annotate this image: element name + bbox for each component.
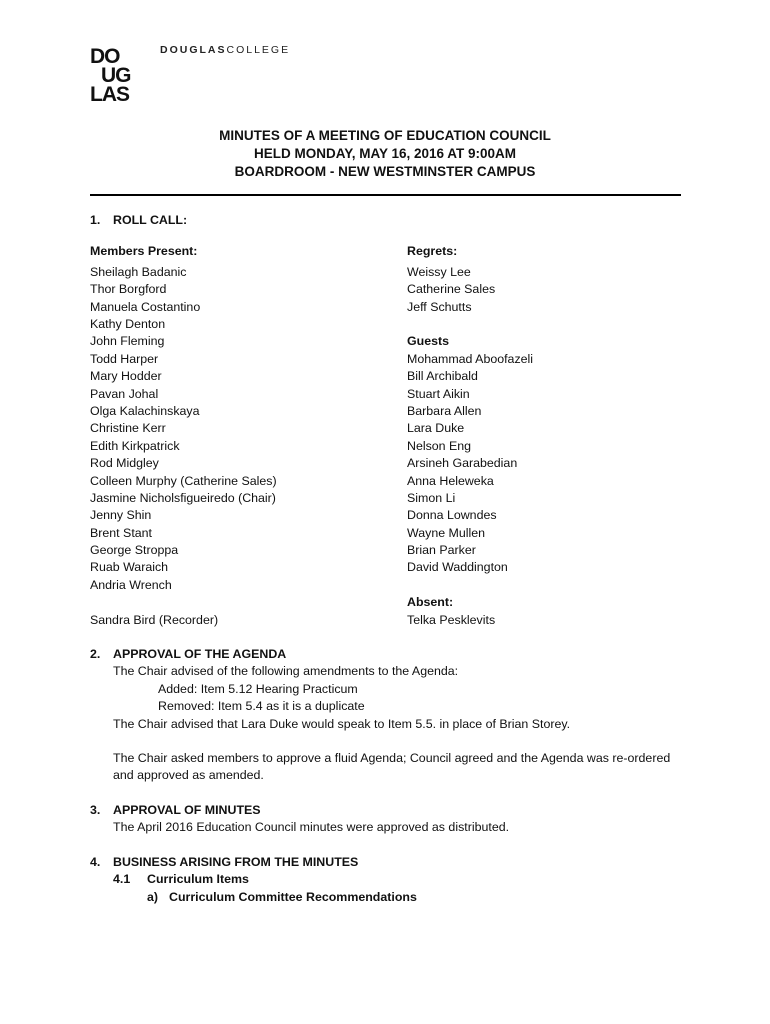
member-name: Colleen Murphy (Catherine Sales) [90, 473, 277, 488]
regret-name: Jeff Schutts [407, 299, 472, 314]
title-divider [90, 194, 681, 196]
member-name: Brent Stant [90, 525, 152, 540]
agenda-text-3a: The Chair asked members to approve a fluid Agenda; Council agreed and the Agenda was re-ordered [113, 751, 671, 766]
guest-name: Lara Duke [407, 421, 465, 436]
section-title: BUSINESS ARISING FROM THE MINUTES [113, 854, 359, 869]
member-name: Jasmine Nicholsfigueiredo (Chair) [90, 490, 276, 505]
college-wordmark [160, 44, 290, 56]
guest-name: Barbara Allen [407, 403, 482, 418]
wordmark-bold: DOUGLAS [160, 44, 227, 56]
subsection-curriculum-items [90, 871, 680, 888]
member-name: Mary Hodder [90, 369, 162, 384]
guest-name: Nelson Eng [407, 438, 472, 453]
member-name: Edith Kirkpatrick [90, 438, 180, 453]
guest-name: Anna Heleweka [407, 473, 494, 488]
member-name: Thor Borgford [90, 282, 167, 297]
members-present-heading: Members Present: [90, 244, 198, 259]
section-roll-call-heading [90, 212, 680, 229]
absent-heading: Absent: [407, 595, 454, 610]
section-business-heading [90, 854, 680, 871]
member-name: Olga Kalachinskaya [90, 403, 200, 418]
regrets-list [407, 264, 677, 316]
section-title: APPROVAL OF MINUTES [113, 802, 261, 817]
agenda-text-3b: and approved as amended. [113, 768, 264, 783]
member-name: Sheilagh Badanic [90, 264, 187, 279]
guests-heading: Guests [407, 334, 450, 349]
guest-name: Arsineh Garabedian [407, 456, 518, 471]
minutes-title [90, 127, 680, 181]
svg-text:UG: UG [101, 64, 131, 87]
member-name: Christine Kerr [90, 421, 166, 436]
section-number: 3. [90, 802, 101, 817]
regret-name: Catherine Sales [407, 282, 496, 297]
member-name: John Fleming [90, 334, 165, 349]
recorder-name: Sandra Bird (Recorder) [90, 612, 219, 627]
section-title: ROLL CALL: [113, 213, 188, 227]
guest-name: Mohammad Aboofazeli [407, 351, 534, 366]
guest-name: David Waddington [407, 560, 508, 575]
member-name: Todd Harper [90, 351, 159, 366]
section-number: 4. [90, 854, 101, 869]
agenda-text-2: The Chair advised that Lara Duke would speak to Item 5.5. in place of Brian Storey. [113, 716, 571, 731]
member-name: Kathy Denton [90, 316, 166, 331]
college-logo-mark [90, 44, 160, 104]
svg-text:DO: DO [90, 45, 120, 68]
member-name: Manuela Costantino [90, 299, 201, 314]
section-title: APPROVAL OF THE AGENDA [113, 647, 287, 662]
member-name: Andria Wrench [90, 577, 172, 592]
douglas-logo-icon [90, 44, 150, 102]
member-name: Ruab Waraich [90, 560, 169, 575]
section-number: 1. [90, 213, 101, 227]
roll-call-columns [90, 243, 680, 629]
guests-list [407, 351, 677, 577]
svg-text:LAS: LAS [90, 83, 129, 102]
wordmark-light: COLLEGE [226, 44, 291, 56]
section-number: 2. [90, 647, 101, 662]
agenda-removed: Removed: Item 5.4 as it is a duplicate [158, 699, 365, 714]
minutes-body [90, 212, 680, 906]
member-name: George Stroppa [90, 543, 179, 558]
subsection-title: Curriculum Items [147, 872, 249, 887]
regret-name: Weissy Lee [407, 264, 471, 279]
guest-name: Bill Archibald [407, 369, 478, 384]
title-line-3: BOARDROOM - NEW WESTMINSTER CAMPUS [234, 164, 536, 179]
member-name: Jenny Shin [90, 508, 152, 523]
title-line-1: MINUTES OF A MEETING OF EDUCATION COUNCIL [219, 128, 551, 143]
agenda-text-1: The Chair advised of the following amendments to the Agenda: [113, 664, 459, 679]
minutes-approval-text: The April 2016 Education Council minutes were approved as distributed. [113, 820, 510, 835]
member-name: Pavan Johal [90, 386, 159, 401]
subsection-number: 4.1 [113, 872, 131, 887]
guest-name: Simon Li [407, 490, 456, 505]
members-column [90, 243, 407, 629]
members-list [90, 264, 407, 594]
guest-name: Brian Parker [407, 543, 476, 558]
subsubsection-title: Curriculum Committee Recommendations [169, 889, 417, 904]
subsubsection-number: a) [147, 889, 159, 904]
member-name: Rod Midgley [90, 456, 159, 471]
guest-name: Wayne Mullen [407, 525, 486, 540]
section-minutes-heading [90, 802, 680, 819]
guest-name: Donna Lowndes [407, 508, 497, 523]
section-agenda-heading [90, 646, 680, 663]
subsubsection-recommendations [90, 889, 680, 906]
regrets-heading: Regrets: [407, 244, 458, 259]
absent-name: Telka Pesklevits [407, 612, 496, 627]
agenda-added: Added: Item 5.12 Hearing Practicum [158, 681, 358, 696]
absent-list [407, 612, 677, 629]
regrets-guests-column [407, 243, 677, 629]
title-line-2: HELD MONDAY, MAY 16, 2016 AT 9:00AM [253, 146, 517, 161]
guest-name: Stuart Aikin [407, 386, 470, 401]
